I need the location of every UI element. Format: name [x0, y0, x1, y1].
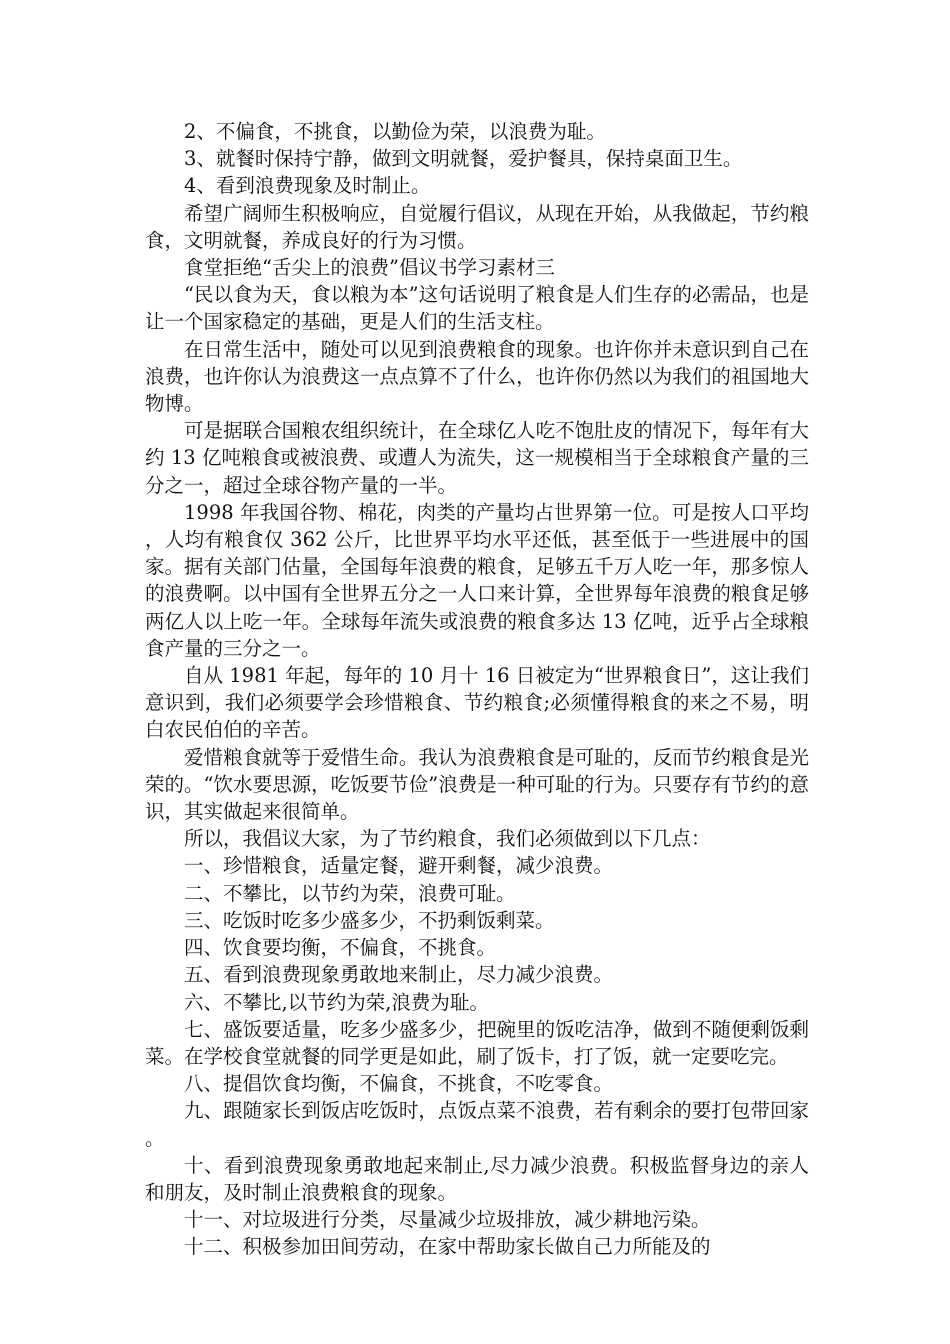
paragraph-item-3: 3、就餐时保持宁静，做到文明就餐，爱护餐具，保持桌面卫生。: [184, 147, 743, 171]
proposal-item-5: 五、看到浪费现象勇敢地来制止，尽力减少浪费。: [184, 963, 614, 987]
paragraph-china-1998: 1998 年我国谷物、棉花，肉类的产量均占世界第一位。可是按人口平均，人均有粮食仅 362 公斤，比世界平均水平还低，甚至低于一些进展中的国家。据有关部门估量，全国每年浪费的粮食，足够五千万人吃一年，那多惊人的浪费啊。以中国有全世界五分之一人口来计算，全世界每年浪费的粮食足够两亿人以上吃一年。全球每年流失或浪费的粮食多达 13 亿吨，近乎占全球粮食产量的三分之一。: [145, 500, 809, 660]
paragraph-proposal-lead: 所以，我倡议大家，为了节约粮食，我们必须做到以下几点：: [184, 827, 711, 851]
paragraph-item-2: 2、不偏食，不挑食，以勤俭为荣，以浪费为耻。: [184, 120, 606, 143]
proposal-item-12: 十二、积极参加田间劳动，在家中帮助家长做自己力所能及的: [184, 1235, 711, 1259]
proposal-item-9: 九、跟随家长到饭店吃饭时，点饭点菜不浪费，若有剩余的要打包带回家。: [145, 1099, 809, 1150]
proposal-item-6: 六、不攀比,以节约为荣,浪费为耻。: [184, 990, 489, 1014]
proposal-item-2: 二、不攀比，以节约为荣，浪费可耻。: [184, 881, 516, 905]
proposal-item-11: 十一、对垃圾进行分类，尽量减少垃圾排放，减少耕地污染。: [184, 1208, 711, 1232]
paragraph-appeal: 希望广阔师生积极响应，自觉履行倡议，从现在开始，从我做起，节约粮食，文明就餐，养成良好的行为习惯。: [145, 201, 809, 252]
proposal-item-7: 七、盛饭要适量，吃多少盛多少，把碗里的饭吃洁净，做到不随便剩饭剩菜。在学校食堂就餐的同学更是如此，刷了饭卡，打了饭，就一定要吃完。: [145, 1017, 809, 1068]
document-page: [145, 118, 809, 1261]
paragraph-cherish-food: 爱惜粮食就等于爱惜生命。我认为浪费粮食是可耻的，反而节约粮食是光荣的。“饮水要思源，吃饭要节俭”浪费是一种可耻的行为。只要存有节约的意识，其实做起来很简单。: [145, 745, 809, 824]
paragraph-intro: “民以食为天，食以粮为本”这句话说明了粮食是人们生存的必需品，也是让一个国家稳定的基础，更是人们的生活支柱。: [145, 283, 809, 334]
proposal-item-3: 三、吃饭时吃多少盛多少，不扔剩饭剩菜。: [184, 908, 555, 932]
paragraph-daily-life: 在日常生活中，随处可以见到浪费粮食的现象。也许你并未意识到自己在浪费，也许你认为浪费这一点点算不了什么，也许你仍然以为我们的祖国地大物博。: [145, 337, 809, 416]
proposal-item-1: 一、珍惜粮食，适量定餐，避开剩餐，减少浪费。: [184, 854, 614, 878]
paragraph-world-food-day: 自从 1981 年起，每年的 10 月十 16 日被定为“世界粮食日”，这让我们意识到，我们必须要学会珍惜粮食、节约粮食;必须懂得粮食的来之不易，明白农民伯伯的辛苦。: [145, 664, 809, 742]
section-heading: 食堂拒绝“舌尖上的浪费”倡议书学习素材三: [184, 256, 555, 280]
proposal-item-10: 十、看到浪费现象勇敢地起来制止,尽力减少浪费。积极监督身边的亲人和朋友，及时制止浪费粮食的现象。: [145, 1153, 809, 1204]
paragraph-item-4: 4、看到浪费现象及时制止。: [184, 174, 431, 198]
paragraph-fao-statistics: 可是据联合国粮农组织统计，在全球亿人吃不饱肚皮的情况下，每年有大约 13 亿吨粮食或被浪费、或遭人为流失，这一规模相当于全球粮食产量的三分之一，超过全球谷物产量的一半。: [145, 419, 809, 497]
proposal-item-8: 八、提倡饮食均衡，不偏食，不挑食，不吃零食。: [184, 1072, 614, 1096]
proposal-item-4: 四、饮食要均衡，不偏食，不挑食。: [184, 936, 497, 960]
